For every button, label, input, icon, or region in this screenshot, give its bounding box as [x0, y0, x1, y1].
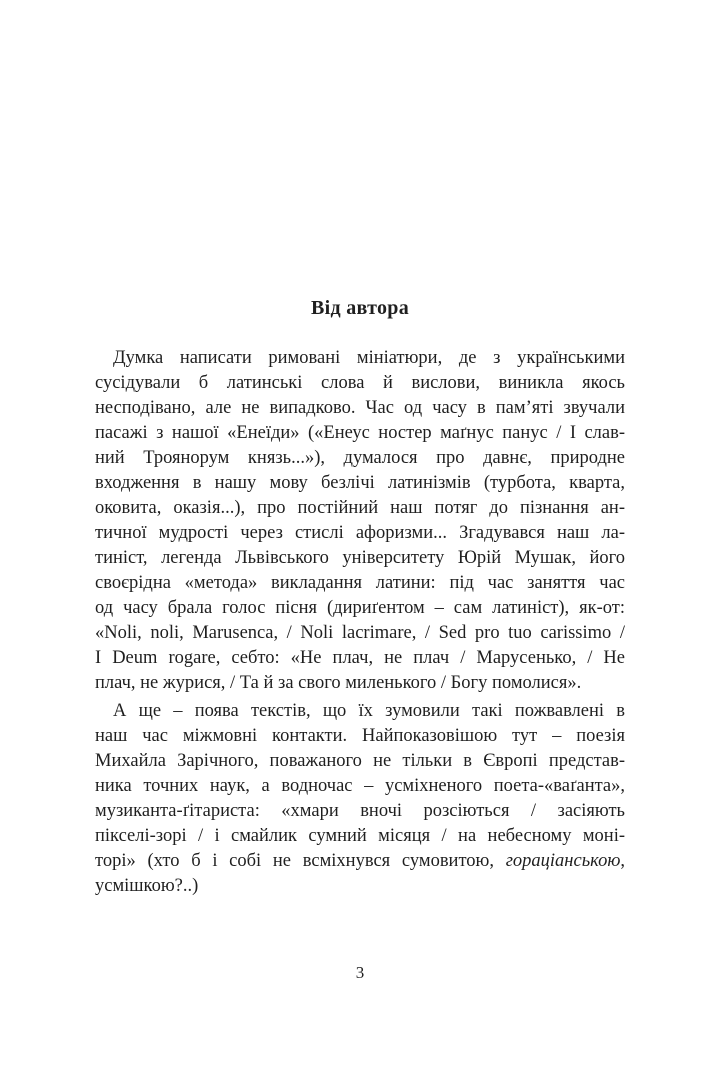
text-run: А ще – поява текстів, що їх зумовили такі пожвавлені в — [113, 701, 625, 721]
text-line — [95, 724, 625, 749]
text-line — [95, 421, 625, 446]
text-run: оковита, оказія...), про постійний наш потяг до пізнання ан- — [95, 498, 625, 518]
text-line — [95, 446, 625, 471]
text-line — [95, 799, 625, 824]
text-run: ний Троянорум князь...»), думалося про давнє, природне — [95, 448, 625, 468]
text-run: «Noli, noli, Marusenca, / Noli lacrimare, / Sed pro tuo carissimo / — [95, 623, 625, 643]
text-line — [95, 749, 625, 774]
page-title: Від автора — [311, 297, 409, 319]
text-run: музиканта-ґітариста: «хмари вночі розсіються / засіяють — [95, 801, 625, 821]
text-line — [95, 496, 625, 521]
text-run: пасажі з нашої «Енеїди» («Енеус ностер маґнус панус / І слав- — [95, 423, 625, 443]
text-line — [95, 849, 625, 874]
text-line — [95, 521, 625, 546]
text-run: усмішкою?..) — [95, 876, 199, 896]
text-run: од часу брала голос пісня (дириґентом – сам латиніст), як-от: — [95, 598, 625, 618]
text-run: ника точних наук, а водночас – усміхненого поета-«ваґанта», — [95, 776, 625, 796]
text-run: сусідували б латинські слова й вислови, виникла якось — [95, 373, 625, 393]
paragraph — [95, 699, 625, 899]
text-line — [95, 699, 625, 724]
text-line — [95, 824, 625, 849]
text-line — [95, 371, 625, 396]
text-run: тиніст, легенда Львівського університету Юрій Мушак, його — [95, 548, 625, 568]
text-run: пікселі-зорі / і смайлик сумний місяця / на небесному моні- — [95, 826, 625, 846]
text-line — [95, 874, 625, 899]
text-line — [95, 571, 625, 596]
text-run: , — [620, 851, 625, 871]
text-column — [95, 296, 625, 899]
text-line — [95, 621, 625, 646]
text-run: несподівано, але не випадково. Час од часу в пам’яті звучали — [95, 398, 625, 418]
text-run: Михайла Зарічного, поважаного не тільки в Європі представ- — [95, 751, 625, 771]
text-line — [95, 471, 625, 496]
text-run: плач, не журися, / Та й за свого миленького / Богу помолися». — [95, 673, 582, 693]
text-run: наш час міжмовні контакти. Найпоказовішою тут – поезія — [95, 726, 625, 746]
text-run: входження в нашу мову безлічі латинізмів (турбота, кварта, — [95, 473, 625, 493]
text-line — [95, 546, 625, 571]
text-run: своєрідна «метода» викладання латини: під час заняття час — [95, 573, 625, 593]
text-run: торі» (хто б і собі не всміхнувся сумовитою, — [95, 851, 506, 871]
text-line — [95, 646, 625, 671]
text-line — [95, 671, 625, 696]
text-line — [95, 396, 625, 421]
page-body — [95, 346, 625, 899]
text-line — [95, 596, 625, 621]
paragraph — [95, 346, 625, 696]
text-line — [95, 346, 625, 371]
text-line — [95, 774, 625, 799]
page-number: 3 — [355, 963, 365, 982]
text-run: I Deum rogare, себто: «Не плач, не плач / Марусенько, / Не — [95, 648, 625, 668]
text-run: тичної мудрості через стислі афоризми... Згадувався наш ла- — [95, 523, 625, 543]
text-run: Думка написати римовані мініатюри, де з українськими — [113, 348, 625, 368]
italic-text-run: гораціанською — [505, 851, 621, 871]
